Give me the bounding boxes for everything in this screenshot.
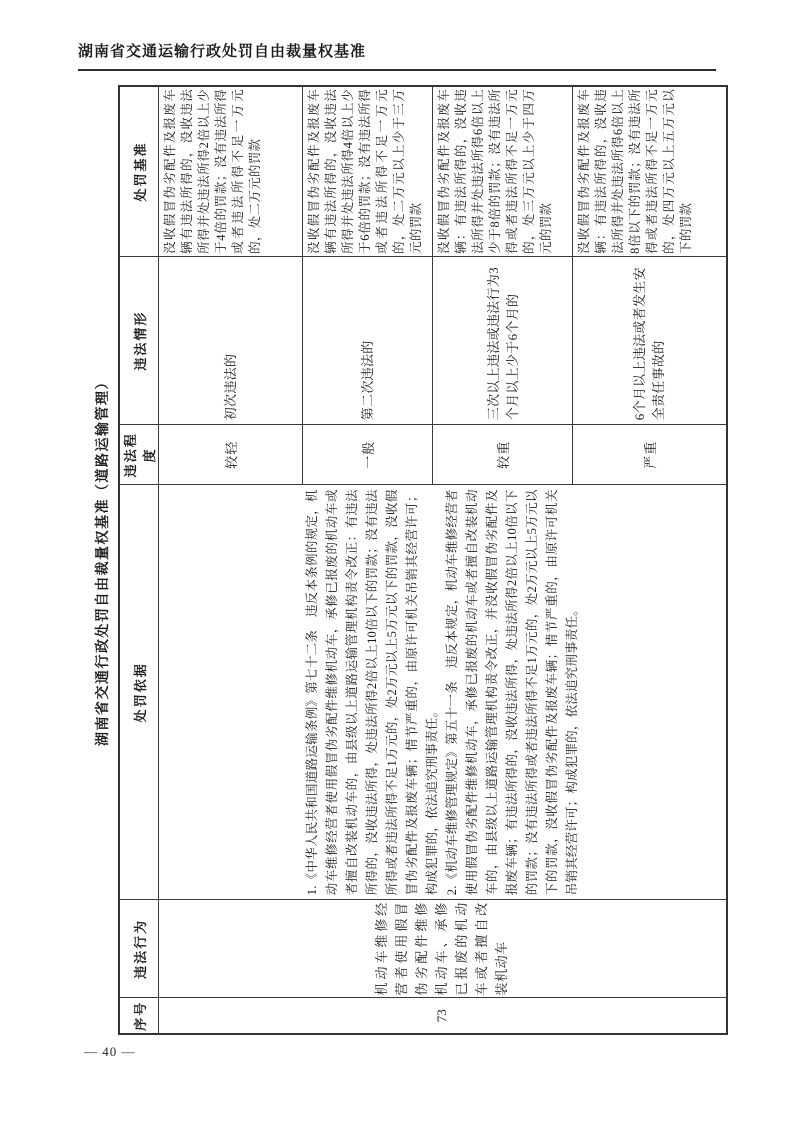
col-header-basis: 处罚依据 [119, 485, 159, 900]
header-row [119, 86, 159, 1034]
table-row [159, 86, 303, 1034]
basis-item-2: 2.《机动车维修管理规定》第五十一条 违反本规定，机动车维修经营者使用假冒伪劣配件维修机动车，承修已报废的机动车或者擅自改装机动车的，由县级以上道路运输管理机构责令改正，并没收假冒伪劣配件及报废车辆；有违法所得的，没收违法所得，处违法所得2倍以上10倍以下的罚款；没有违法所得或者违法所得不足1万元的，处2万元以上5万元以下的罚款，没收假冒伪劣配件及报废车辆；情节严重的，由原许可机关吊销其经营许可；构成犯罪的，依法追究刑事责任。 [445, 489, 580, 896]
page-header-title: 湖南省交通运输行政处罚自由裁量权基准 [78, 44, 367, 60]
benchmark-cell: 没收假冒伪劣配件及报废车辆有违法所得的，没收违法所得并处违法所得2倍以上少于4倍的罚款；没有违法所得或者违法所得不足一万元的，处二万元的罚款 [159, 86, 303, 256]
degree-cell: 较轻 [159, 425, 303, 485]
basis-cell [159, 485, 727, 900]
col-header-benchmark: 处罚基准 [119, 86, 159, 256]
col-header-serial: 序号 [119, 998, 159, 1034]
behavior-cell [159, 900, 727, 998]
circumstance-cell: 初次违法的 [159, 256, 303, 424]
benchmark-cell: 没收假冒伪劣配件及报废车辆有违法所得的，没收违法所得并处违法所得4倍以上少于6倍的罚款；没有违法所得或者违法所得不足一万元的，处二万元以上少于三万元的罚款 [303, 86, 433, 256]
circumstance-cell: 三次以上违法或违法行为3个月以上少于6个月的 [433, 256, 573, 424]
degree-cell: 严重 [573, 425, 727, 485]
table-title: 湖南省交通行政处罚自由裁量权基准（道路运输管理） [96, 374, 111, 746]
circumstance-cell: 6个月以上违法或者发生安全责任事故的 [573, 256, 727, 424]
basis-item-1: 1.《中华人民共和国道路运输条例》第七十二条 违反本条例的规定，机动车维修经营者使用假冒伪劣配件维修机动车，承修已报废的机动车或者擅自改装机动车的，由县级以上道路运输管理机构责令改正：有违法所得的，没收违法所得，处违法所得2倍以上10倍以下的罚款；没有违法所得或者违法所得不足1万元的，处2万元以上5万元以下的罚款，没收假冒伪劣配件及报废车辆；情节严重的，由原许可机关吊销其经营许可；构成犯罪的，依法追究刑事责任。 [305, 489, 440, 896]
serial-cell: 73 [159, 998, 727, 1034]
degree-cell: 较重 [433, 425, 573, 485]
circumstance-cell: 第二次违法的 [303, 256, 433, 424]
page-number: — 40 — [84, 1044, 136, 1059]
benchmark-cell: 没收假冒伪劣配件及报废车辆：有违法所得的，没收违法所得并处违法所得6倍以上少于8倍的罚款；没有违法所得或者违法所得不足一万元的，处三万元以上少于四万元的罚款 [433, 86, 573, 256]
degree-cell: 一般 [303, 425, 433, 485]
col-header-degree: 违法程度 [119, 425, 159, 485]
penalty-table [118, 85, 728, 1035]
rotated-table-block [93, 85, 710, 1035]
benchmark-cell: 没收假冒伪劣配件及报废车辆：有违法所得的，没收违法所得并处违法所得6倍以上8倍以下的罚款；没有违法所得或者违法所得不足一万元的，处四万元以上五万元以下的罚款 [573, 86, 727, 256]
col-header-circumstance: 违法情形 [119, 256, 159, 424]
header-rule [78, 69, 716, 71]
col-header-behavior: 违法行为 [119, 900, 159, 998]
behavior-text: 机动车维修经营者使用假冒伪劣配件维修机动车、承修已报废的机动车或者擅自改装机动车 [374, 902, 510, 996]
